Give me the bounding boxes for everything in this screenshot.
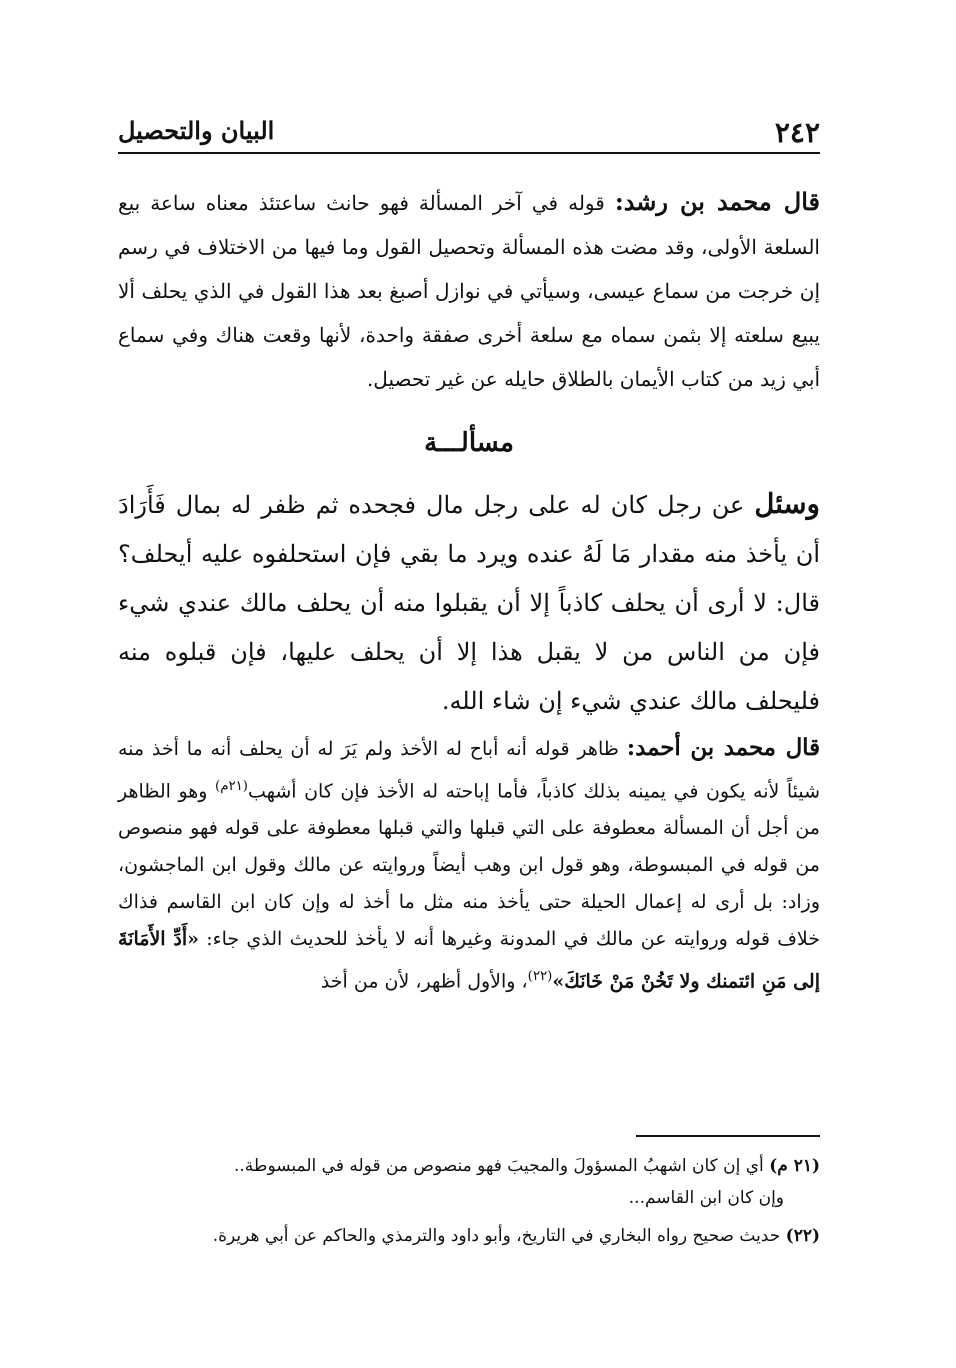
- footnote-number: (٢٢): [785, 1226, 820, 1246]
- question-paragraph: [118, 479, 820, 726]
- speaker-label: قال محمد بن أحمد:: [626, 735, 821, 761]
- main-text: [118, 180, 820, 1001]
- footnote-text: أي إن كان اشهبُ المسؤولَ والمجيبَ فهو منصوص من قوله في المبسوطة..: [234, 1156, 764, 1176]
- footnote: [118, 1150, 820, 1214]
- paragraph-text: قوله في آخر المسألة فهو حانث ساعتئذ معناه ساعة بيع السلعة الأولى، وقد مضت هذه المسألة وتحصيل القول وما فيها من الاختلاف في رسم إن خرجت من سماع عيسى، وسيأتي في نوازل أصبغ بعد هذا القول في الذي يحلف ألا يبيع سلعته إلا بثمن سماه مع سلعة أخرى صفقة واحدة، لأنها وقعت هناك وفي سماع أبي زيد من كتاب الأيمان بالطلاق حايله عن غير تحصيل.: [118, 191, 820, 391]
- header-rule: [118, 152, 820, 154]
- section-heading: مسألـــة: [424, 428, 514, 458]
- paragraph-text: ظاهر قوله أنه أباح له الأخذ ولم يَرَ له أن يحلف أنه ما أخذ منه شيئاً لأنه يكون في يمينه بذلك كاذباً، فأما إباحته له الأخذ فإن كان أشهب: [118, 738, 821, 803]
- running-header: [118, 110, 820, 150]
- book-title: البيان والتحصيل: [118, 116, 275, 145]
- paragraph-text: عن رجل كان له على رجل مال فجحده ثم ظفر له بمال فَأَرَادَ أن يأخذ منه مقدار مَا لَهُ عنده ويرد ما بقي فإن استحلفوه عليه أيحلف؟ قال: لا أرى أن يحلف كاذباً إلا أن يقبلوا منه أن يحلف مالك عندي شيء فإن من الناس من لا يقبل هذا إلا أن يحلف عليها، فإن قبلوه منه فليحلف مالك عندي شيء إن شاء الله.: [118, 491, 820, 715]
- paragraph-text: ، والأول أظهر، لأن من أخذ: [320, 970, 528, 993]
- footnote-reference: (٢٢): [527, 969, 553, 985]
- commentary-paragraph: [118, 730, 820, 1001]
- footnote-reference: (٢١م): [215, 779, 248, 794]
- footnotes: [118, 1150, 820, 1258]
- paragraph-text: وهو الظاهر من أجل أن المسألة معطوفة على التي قبلها والتي قبلها معطوفة على قوله فهو منصوص من قوله في المبسوطة، وهو قول ابن وهب أيضاً وروايته عن مالك وقول ابن الماجشون، وزاد: بل أرى له إعمال الحيلة حتى يأخذ منه مثل ما أخذ له وإن كان ابن القاسم فذاك خلاف قوله وروايته عن مالك في المدونة وغيرها أنه لا يأخذ للحديث الذي جاء:: [118, 780, 821, 951]
- footnote-text: حديث صحيح رواه البخاري في التاريخ، وأبو داود والترمذي والحاكم عن أبي هريرة.: [212, 1226, 781, 1246]
- footnote: [118, 1220, 820, 1252]
- footnote-rule: [636, 1135, 820, 1137]
- hadith-quote: «أَدِّ الأَمَانَةَ إلى مَنِ ائتمنك ولا تَخُنْ مَنْ خَانَكَ»: [118, 928, 820, 993]
- page-number: ٢٤٢: [774, 116, 820, 149]
- lead-word: وسئل: [754, 487, 820, 520]
- footnote-number: (٢١ م): [769, 1156, 820, 1176]
- speaker-label: قال محمد بن رشد:: [614, 187, 821, 216]
- commentary-paragraph: [118, 180, 820, 401]
- footnote-continuation: وإن كان ابن القاسم...: [628, 1188, 784, 1208]
